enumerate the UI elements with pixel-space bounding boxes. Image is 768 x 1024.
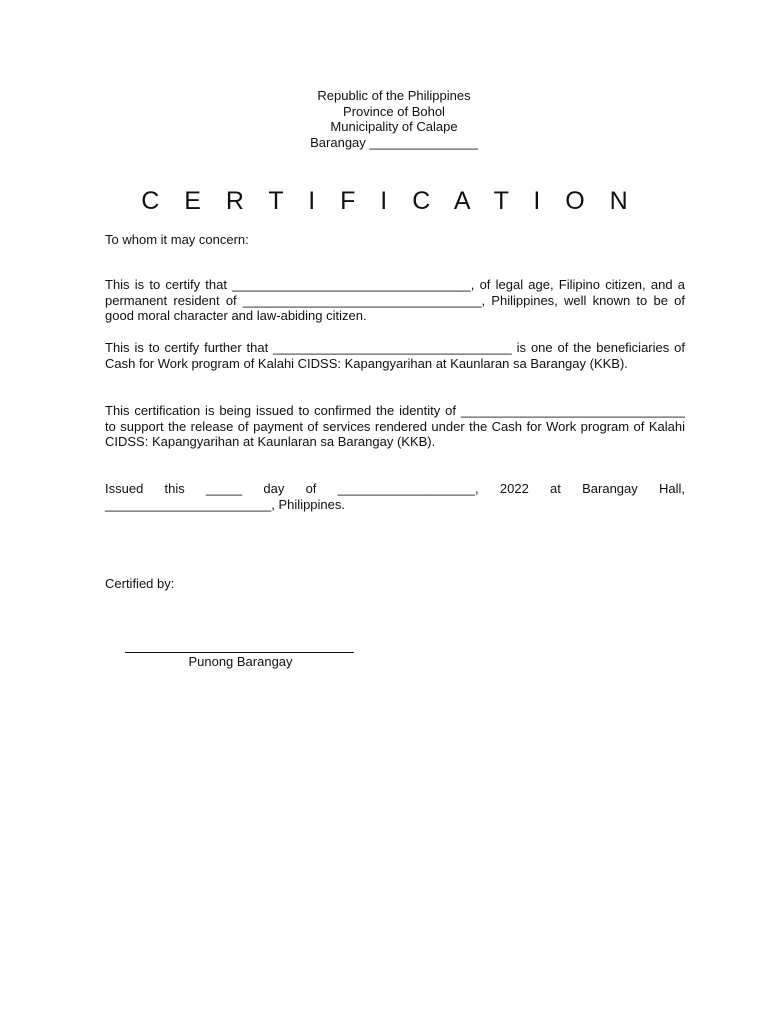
header-country: Republic of the Philippines — [317, 88, 471, 103]
paragraph-beneficiary: This is to certify further that _________________________________ is one of the beneficiaries of Cash for Work program of Kalahi CIDSS: Kapangyarihan at Kaunlaran sa Barangay (KKB). — [105, 340, 685, 371]
document-title: C E R T I F I C A T I O N — [141, 187, 637, 215]
signatory-title: Punong Barangay — [188, 654, 293, 669]
paragraph-purpose: This certification is being issued to confirmed the identity of _______________________________ to support the release of payment of services rendered under the Cash for Work program of Kalahi CIDSS: Kapangyarihan at Kaunlaran sa Barangay (KKB). — [105, 403, 685, 449]
header-province: Province of Bohol — [343, 103, 445, 119]
letterhead — [0, 88, 768, 150]
signature-line — [125, 652, 354, 653]
certified-by-label: Certified by: — [105, 576, 175, 591]
salutation: To whom it may concern: — [105, 232, 249, 247]
header-barangay: Barangay _______________ — [310, 134, 478, 150]
paragraph-issued: Issued this _____ day of ___________________, 2022 at Barangay Hall, _______________________, Philippines. — [105, 481, 685, 512]
paragraph-certify-identity: This is to certify that _________________________________, of legal age, Filipino citizen, and a permanent resident of _________________________________, Philippines, well known to be of good moral character and law-abiding citizen. — [105, 277, 685, 323]
header-municipality: Municipality of Calape — [330, 119, 458, 134]
